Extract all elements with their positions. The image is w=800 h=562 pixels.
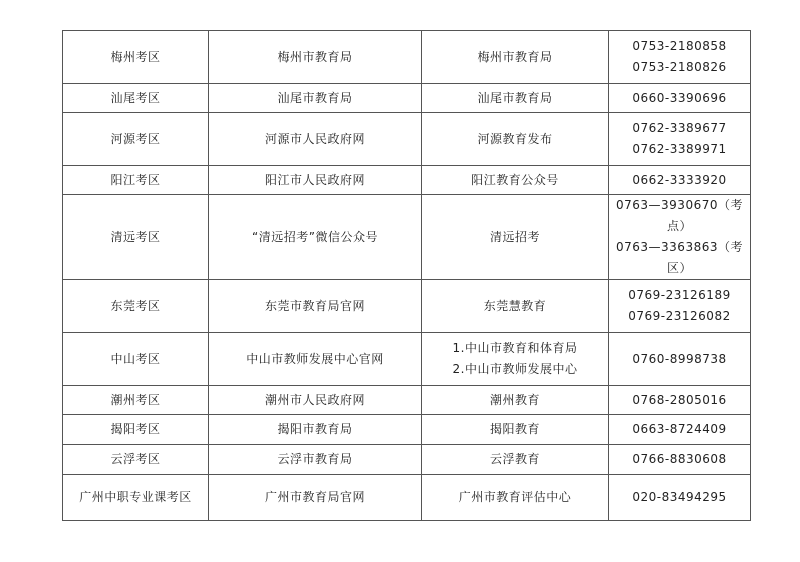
phone-cell bbox=[609, 84, 751, 113]
table-row bbox=[63, 333, 751, 386]
website-cell: 河源市人民政府网 bbox=[209, 113, 422, 166]
website-cell: “清远招考”微信公众号 bbox=[209, 195, 422, 280]
phone-number: 0663-8724409 bbox=[632, 422, 727, 436]
area-cell: 潮州考区 bbox=[63, 386, 209, 415]
table-row bbox=[63, 113, 751, 166]
table-row bbox=[63, 31, 751, 84]
website-cell: 汕尾市教育局 bbox=[209, 84, 422, 113]
area-cell: 广州中职专业课考区 bbox=[63, 475, 209, 521]
channel-cell bbox=[422, 195, 609, 280]
phone-cell bbox=[609, 386, 751, 415]
phone-cell bbox=[609, 31, 751, 84]
phone-cell bbox=[609, 475, 751, 521]
channel-text: 东莞慧教育 bbox=[483, 298, 547, 313]
phone-cell bbox=[609, 166, 751, 195]
channel-cell bbox=[422, 31, 609, 84]
channel-cell bbox=[422, 84, 609, 113]
phone-cell bbox=[609, 195, 751, 280]
phone-cell bbox=[609, 333, 751, 386]
area-cell: 揭阳考区 bbox=[63, 415, 209, 445]
phone-number: 0769-23126189 bbox=[628, 288, 731, 302]
area-cell: 汕尾考区 bbox=[63, 84, 209, 113]
phone-number: 020-83494295 bbox=[632, 490, 727, 504]
channel-text: 梅州市教育局 bbox=[477, 49, 553, 64]
channel-text: 河源教育发布 bbox=[477, 131, 553, 146]
phone-cell bbox=[609, 280, 751, 333]
channel-cell bbox=[422, 475, 609, 521]
table-row bbox=[63, 280, 751, 333]
area-cell: 东莞考区 bbox=[63, 280, 209, 333]
channel-cell bbox=[422, 386, 609, 415]
website-cell: 中山市教师发展中心官网 bbox=[209, 333, 422, 386]
table-row bbox=[63, 195, 751, 280]
channel-text: 云浮教育 bbox=[489, 452, 540, 466]
phone-number: 0766-8830608 bbox=[632, 452, 727, 466]
channel-cell bbox=[422, 166, 609, 195]
phone-number: 0662-3333920 bbox=[632, 172, 727, 187]
phone-number: 0762-3389677 bbox=[632, 121, 727, 135]
channel-cell bbox=[422, 415, 609, 445]
website-cell: 梅州市教育局 bbox=[209, 31, 422, 84]
channel-text: 2.中山市教师发展中心 bbox=[452, 362, 578, 376]
phone-number: 0760-8998738 bbox=[632, 351, 727, 366]
website-cell: 揭阳市教育局 bbox=[209, 415, 422, 445]
phone-number: 0753-2180858 bbox=[632, 39, 727, 53]
area-cell: 云浮考区 bbox=[63, 445, 209, 475]
website-cell: 广州市教育局官网 bbox=[209, 475, 422, 521]
channel-text: 潮州教育 bbox=[489, 392, 540, 407]
phone-number: 0762-3389971 bbox=[632, 142, 727, 156]
channel-text: 广州市教育评估中心 bbox=[458, 490, 572, 504]
exam-area-contact-table bbox=[62, 30, 751, 521]
area-cell: 中山考区 bbox=[63, 333, 209, 386]
table-row bbox=[63, 386, 751, 415]
phone-cell bbox=[609, 113, 751, 166]
phone-number: 0769-23126082 bbox=[628, 309, 731, 323]
website-cell: 云浮市教育局 bbox=[209, 445, 422, 475]
area-cell: 清远考区 bbox=[63, 195, 209, 280]
channel-cell bbox=[422, 333, 609, 386]
table-row bbox=[63, 475, 751, 521]
channel-text: 阳江教育公众号 bbox=[471, 172, 559, 187]
channel-text: 清远招考 bbox=[489, 229, 540, 244]
phone-number: 0753-2180826 bbox=[632, 60, 727, 74]
channel-text: 揭阳教育 bbox=[489, 422, 540, 436]
table-row bbox=[63, 84, 751, 113]
website-cell: 东莞市教育局官网 bbox=[209, 280, 422, 333]
channel-cell bbox=[422, 113, 609, 166]
area-cell: 阳江考区 bbox=[63, 166, 209, 195]
phone-note: 点） bbox=[666, 219, 692, 233]
phone-cell bbox=[609, 415, 751, 445]
table-row bbox=[63, 166, 751, 195]
channel-text: 汕尾市教育局 bbox=[477, 90, 553, 105]
table-row bbox=[63, 445, 751, 475]
channel-cell bbox=[422, 445, 609, 475]
phone-note: 区） bbox=[666, 261, 692, 275]
area-cell: 梅州考区 bbox=[63, 31, 209, 84]
table-row bbox=[63, 415, 751, 445]
phone-cell bbox=[609, 445, 751, 475]
website-cell: 阳江市人民政府网 bbox=[209, 166, 422, 195]
area-cell: 河源考区 bbox=[63, 113, 209, 166]
website-cell: 潮州市人民政府网 bbox=[209, 386, 422, 415]
phone-number: 0660-3390696 bbox=[632, 90, 727, 105]
phone-number: 0763—3363863（考 bbox=[616, 240, 743, 254]
phone-number: 0768-2805016 bbox=[632, 392, 727, 407]
channel-list bbox=[453, 338, 578, 380]
channel-cell bbox=[422, 280, 609, 333]
channel-text: 1.中山市教育和体育局 bbox=[452, 341, 578, 355]
phone-number: 0763—3930670（考 bbox=[616, 198, 743, 212]
